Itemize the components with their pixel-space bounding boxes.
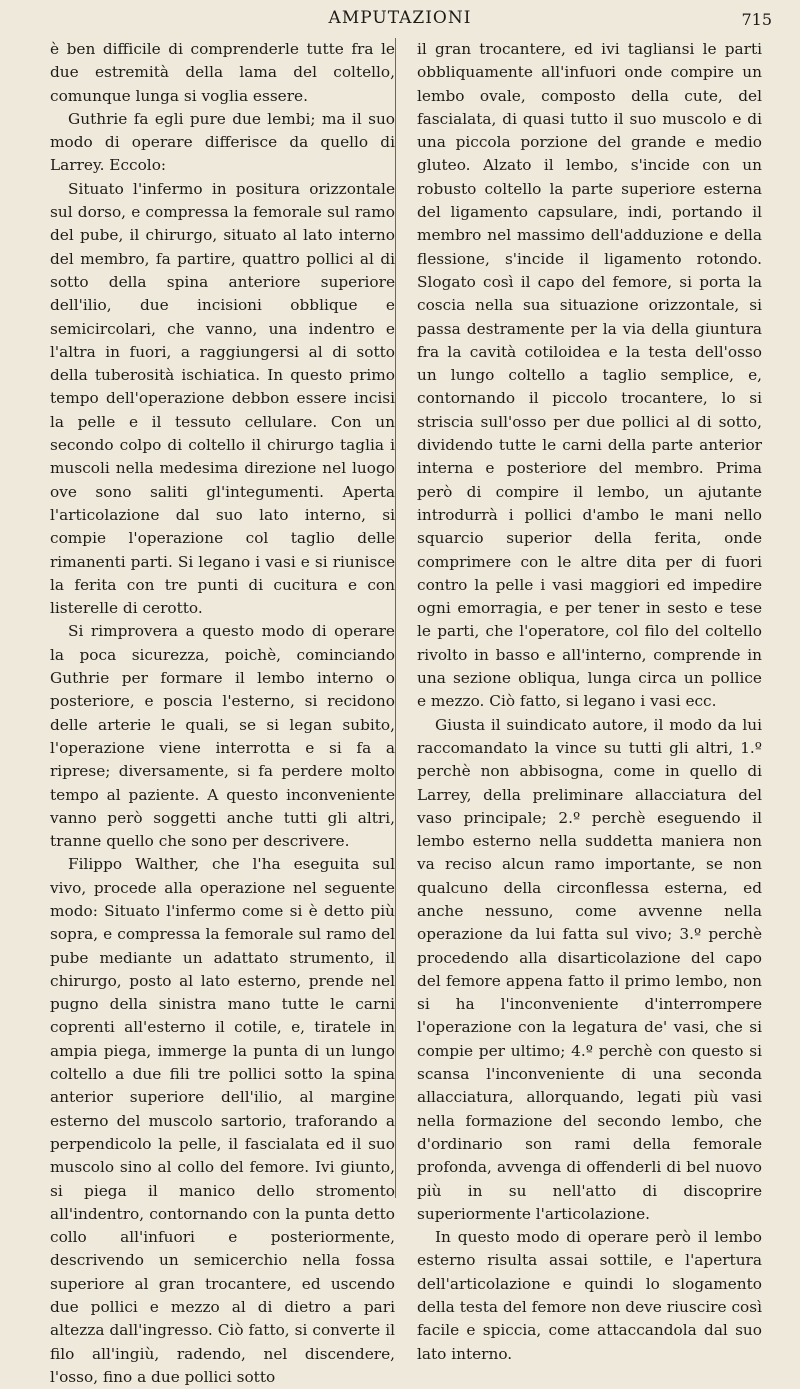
paragraph: Filippo Walther, che l'ha eseguita sul vivo, procede alla operazione nel seguente modo: Situato l'infermo come si è detto più sopra, e compressa la femorale sul ramo del pube mediante un adattato strumento, il chirurgo, posto al lato esterno, prende nel pugno della sinistra mano tutte le carni coprenti all'esterno il cotile, e, tiratele in ampia piega, immerge la punta di un lungo coltello a due fili tre pollici sotto la spina anterior superiore dell'ilio, al margine esterno del muscolo sartorio, traforando a perpendicolo la pelle, il fascialata ed il suo muscolo sino al collo del femore. Ivi giunto, si piega il manico dello stromento all'indentro, contornando con la punta detto collo all'infuori e posteriormente, descrivendo un semicerchio nella fossa superiore al gran trocantere, ed uscendo due pollici e mezzo al di dietro a pari altezza dall'ingresso. Ciò fatto, si converte il filo all'ingiù, radendo, nel discendere, l'osso, fino a due pollici sotto	[50, 855, 395, 1386]
left-column	[50, 38, 395, 1389]
right-column	[417, 38, 762, 1366]
paragraph: In questo modo di operare però il lembo esterno risulta assai sottile, e l'apertura dell'articolazione e quindi lo slogamento della testa del femore non deve riuscire così facile e spiccia, come attaccandola dal suo lato interno.	[417, 1228, 762, 1363]
paragraph: il gran trocantere, ed ivi tagliansi le parti obbliquamente all'infuori onde compire un lembo ovale, composto della cute, del fascialata, di quasi tutto il suo muscolo e di una piccola porzione del grande e medio gluteo. Alzato il lembo, s'incide con un robusto coltello la parte superiore esterna del ligamento capsulare, indi, portando il membro nel massimo dell'adduzione e della flessione, s'incide il ligamento rotondo. Slogato così il capo del femore, si porta la coscia nella sua situazione orizzontale, si passa destramente per la via della giuntura fra la cavità cotiloidea e la testa dell'osso un lungo coltello a taglio semplice, e, contornando il piccolo trocantere, lo si striscia sull'osso per due pollici al di sotto, dividendo tutte le carni della parte anterior interna e posteriore del membro. Prima però di compire il lembo, un ajutante introdurrà i pollici d'ambo le mani nello squarcio superior della ferita, onde comprimere con le altre dita per di fuori contro la pelle i vasi maggiori ed impedire ogni emorragia, e per tener in sesto e tese le parti, che l'operatore, col filo del coltello rivolto in basso e all'interno, comprende in una sezione obliqua, lunga circa un pollice e mezzo. Ciò fatto, si legano i vasi ecc.	[417, 40, 762, 711]
page-header	[0, 4, 800, 34]
running-title: AMPUTAZIONI	[328, 8, 472, 28]
paragraph: Situato l'infermo in positura orizzontale sul dorso, e compressa la femorale sul ramo del pube, il chirurgo, situato al lato interno del membro, fa partire, quattro pollici al di sotto della spina anteriore superiore dell'ilio, due incisioni obblique e semicircolari, che vanno, una indentro e l'altra in fuori, a raggiungersi al di sotto della tuberosità ischiatica. In questo primo tempo dell'operazione debbon essere incisi la pelle e il tessuto cellulare. Con un secondo colpo di coltello il chirurgo taglia i muscoli nella medesima direzione nel luogo ove sono saliti gl'integumenti. Aperta l'articolazione dal suo lato interno, si compie l'operazione col taglio delle rimanenti parti. Si legano i vasi e si riunisce la ferita con tre punti di cucitura e con listerelle di cerotto.	[50, 179, 395, 618]
paragraph: è ben difficile di comprenderle tutte fra le due estremità della lama del coltello, comunque lunga si voglia essere.	[50, 40, 395, 105]
page-number: 715	[741, 10, 772, 29]
paragraph: Si rimprovera a questo modo di operare la poca sicurezza, poichè, cominciando Guthrie per formare il lembo interno o posteriore, e poscia l'esterno, si recidono delle arterie le quali, se si legan subito, l'operazione viene interrotta e si fa a riprese; diversamente, si fa perdere molto tempo al paziente. A questo inconveniente vanno però soggetti anche tutti gli altri, tranne quello che sono per descrivere.	[50, 622, 395, 851]
paragraph: Guthrie fa egli pure due lembi; ma il suo modo di operare differisce da quello di Larrey. Eccolo:	[50, 109, 395, 175]
column-divider	[395, 38, 396, 1198]
paragraph: Giusta il suindicato autore, il modo da lui raccomandato la vince su tutti gli altri, 1.º perchè non abbisogna, come in quello di Larrey, della preliminare allacciatura del vaso principale; 2.º perchè eseguendo il lembo esterno nella suddetta maniera non va reciso alcun ramo importante, se non qualcuno della circonflessa esterna, ed anche nessuno, come avvenne nella operazione da lui fatta sul vivo; 3.º perchè procedendo alla disarticolazione del capo del femore appena fatto il primo lembo, non si ha l'inconveniente d'interrompere l'operazione con la legatura de' vasi, che si compie per ultimo; 4.º perchè con questo si scansa l'inconveniente di una seconda allacciatura, allorquando, legati più vasi nella formazione del secondo lembo, che d'ordinario son rami della femorale profonda, avvenga di offenderli di bel nuovo più in su nell'atto di discoprire superiormente l'articolazione.	[417, 715, 762, 1223]
